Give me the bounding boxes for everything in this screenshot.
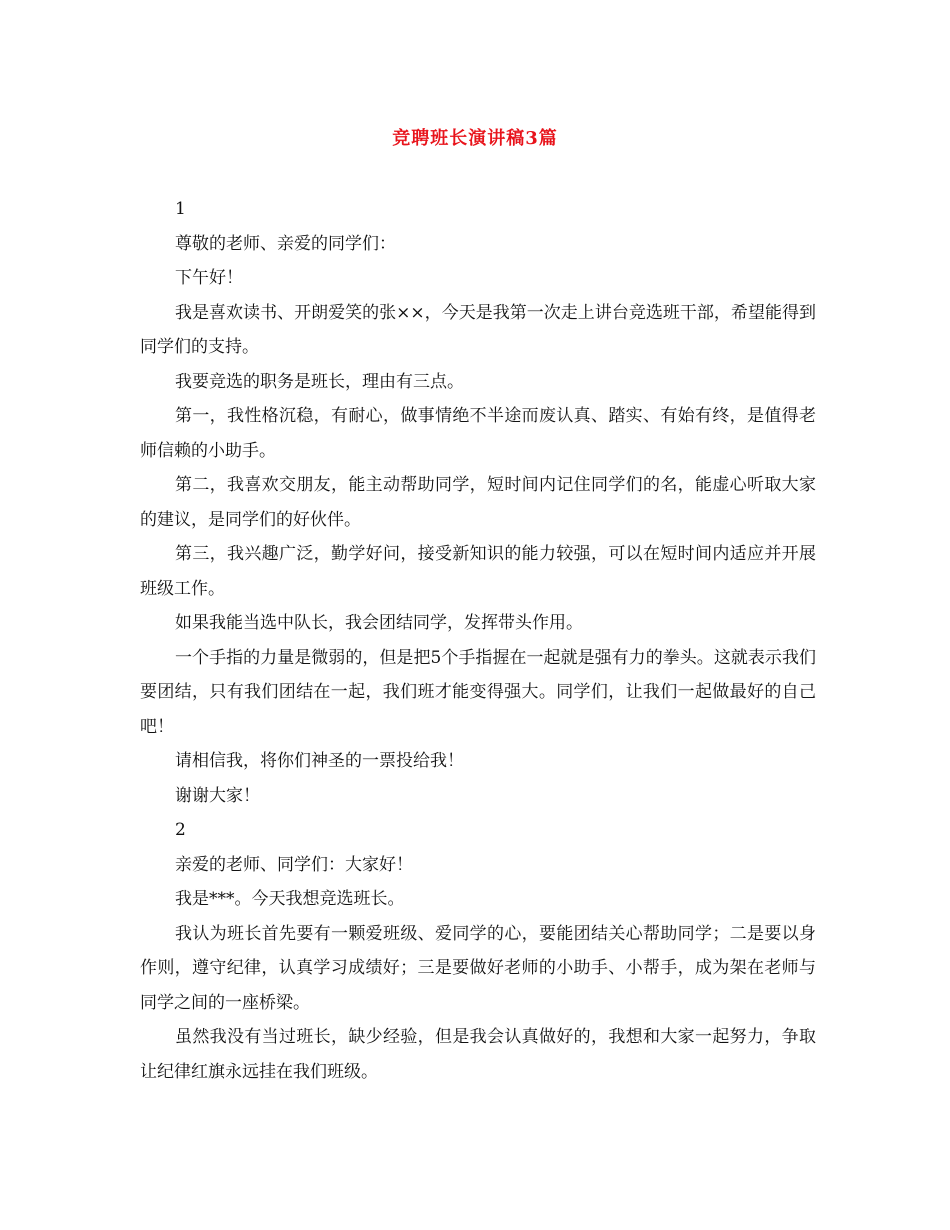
paragraph: 我认为班长首先要有一颗爱班级、爱同学的心，要能团结关心帮助同学；二是要以身作则，遵守纪律，认真学习成绩好；三是要做好老师的小助手、小帮手，成为架在老师与同学之间的一座桥梁。 [140, 923, 816, 1013]
paragraph: 请相信我，将你们神圣的一票投给我！ [175, 751, 464, 771]
paragraph: 如果我能当选中队长，我会团结同学，发挥带头作用。 [175, 613, 583, 633]
paragraph: 下午好！ [175, 268, 243, 288]
paragraph: 一个手指的力量是微弱的，但是把5个手指握在一起就是强有力的拳头。这就表示我们要团结，只有我们团结在一起，我们班才能变得强大。同学们，让我们一起做最好的自己吧！ [140, 647, 816, 737]
section-number: 1 [175, 199, 186, 219]
paragraph: 我是喜欢读书、开朗爱笑的张××，今天是我第一次走上讲台竞选班干部，希望能得到同学们的支持。 [140, 302, 816, 357]
document-body [140, 192, 816, 1089]
paragraph: 虽然我没有当过班长，缺少经验，但是我会认真做好的，我想和大家一起努力，争取让纪律红旗永远挂在我们班级。 [140, 1027, 816, 1082]
paragraph: 亲爱的老师、同学们：大家好！ [175, 854, 413, 875]
paragraph: 谢谢大家！ [175, 785, 260, 806]
paragraph: 第一，我性格沉稳，有耐心，做事情绝不半途而废认真、踏实、有始有终，是值得老师信赖的小助手。 [140, 406, 816, 461]
paragraph: 我是***。今天我想竞选班长。 [175, 889, 405, 909]
paragraph: 第三，我兴趣广泛，勤学好问，接受新知识的能力较强，可以在短时间内适应并开展班级工作。 [140, 544, 816, 599]
paragraph: 第二，我喜欢交朋友，能主动帮助同学，短时间内记住同学们的名，能虚心听取大家的建议，是同学们的好伙伴。 [140, 475, 816, 530]
paragraph: 我要竞选的职务是班长，理由有三点。 [175, 371, 464, 392]
document-title: 竞聘班长演讲稿3篇 [392, 128, 558, 149]
section-number: 2 [175, 820, 186, 840]
paragraph: 尊敬的老师、亲爱的同学们： [175, 233, 396, 254]
